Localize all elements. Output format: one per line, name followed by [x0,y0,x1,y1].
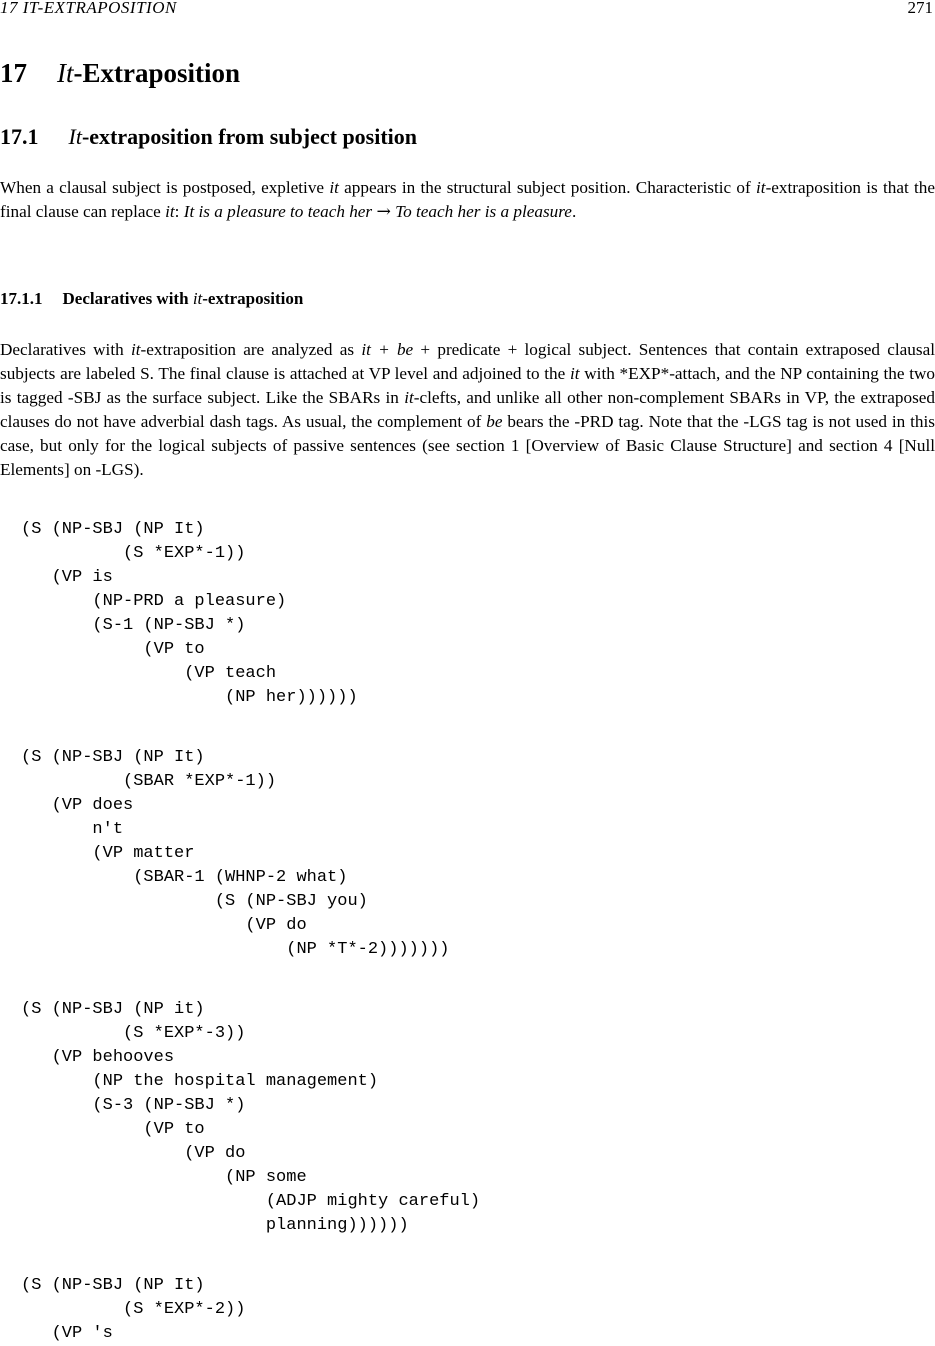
tree-example-2: (S (NP-SBJ (NP It) (SBAR *EXP*-1)) (VP does n't (VP matter (SBAR-1 (WHNP-2 what) (S (NP-SBJ you) (VP do (NP *T*-2))))))) [21,748,450,959]
arrow-icon: → [376,202,391,222]
tree-example-4: (S (NP-SBJ (NP It) (S *EXP*-2)) (VP 's [21,1276,246,1343]
chapter-title-italic: It [57,58,74,88]
section-heading [0,124,417,150]
section-title-italic: It [68,124,82,149]
chapter-heading [0,58,240,89]
section-title-rest: -extraposition from subject position [81,124,418,149]
page-number: 271 [907,0,933,17]
section-number: 17.1 [0,124,39,149]
subsection-heading: 17.1.1 Declaratives with it-extraposition [0,289,304,308]
tree-example-3: (S (NP-SBJ (NP it) (S *EXP*-3)) (VP behooves (NP the hospital management) (S-3 (NP-SBJ *) (VP to (VP do (NP some (ADJP mighty careful) planning)))))) [21,1000,481,1235]
chapter-title-rest: -Extraposition [73,58,241,88]
running-head: 17 IT-EXTRAPOSITION [0,0,177,17]
chapter-number: 17 [0,58,27,88]
subsection-paragraph: Declaratives with it-extraposition are analyzed as it + be + predicate + logical subject. Sentences that contain extraposed clausal subjects are labeled S. The final clause is attached at VP level and adjoined to the it with *EXP*-attach, and the NP containing the two is tagged -SBJ as the surface subject. Like the SBARs in it-clefts, and unlike all other non-complement SBARs in VP, the extraposed clauses do not have adverbial dash tags. As usual, the complement of be bears the -PRD tag. Note that the -LGS tag is not used in this case, but only for the logical subjects of passive sentences (see section 1 [Overview of Basic Clause Structure] and section 4 [Null Elements] on -LGS). [0,340,935,479]
section-paragraph: When a clausal subject is postposed, expletive it appears in the structural subject position. Characteristic of it-extraposition is that the final clause can replace it: It is a pleasure to teach her → To teach her is a pleasure. [0,178,935,222]
subsection-number: 17.1.1 [0,289,43,308]
tree-example-1: (S (NP-SBJ (NP It) (S *EXP*-1)) (VP is (NP-PRD a pleasure) (S-1 (NP-SBJ *) (VP to (VP teach (NP her)))))) [21,520,358,707]
